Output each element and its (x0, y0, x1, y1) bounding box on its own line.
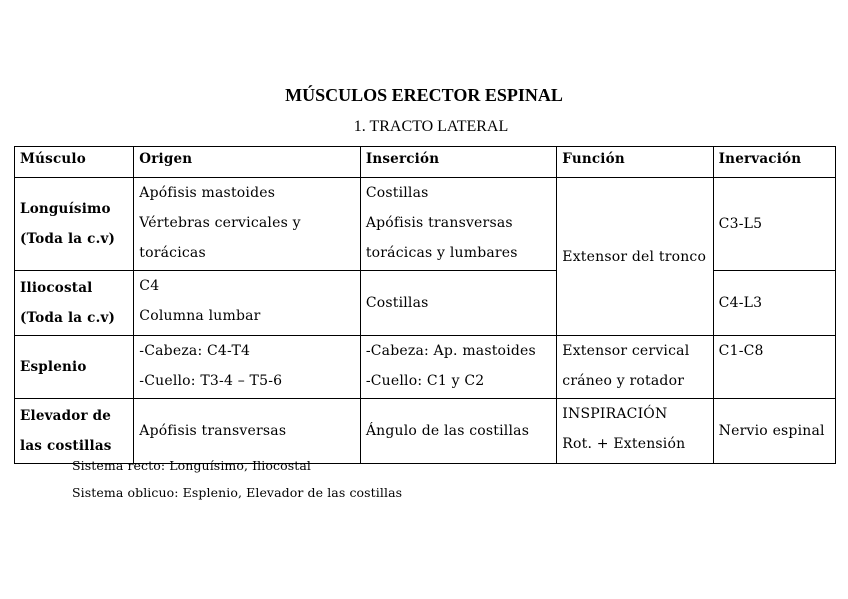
table-header-row (15, 147, 836, 178)
table-row-longuisimo (15, 178, 836, 271)
funcion-line: Extensor cervical (562, 343, 690, 359)
cell-inervacion: C1-C8 (713, 336, 835, 399)
insercion-line: -Cuello: C1 y C2 (365, 373, 485, 389)
musculo-name: Iliocostal (20, 280, 93, 296)
table-row-iliocostal (15, 271, 836, 336)
cell-inervacion: C4-L3 (713, 271, 835, 336)
table-row-elevador (15, 399, 836, 464)
musculo-note: (Toda la c.v) (20, 231, 116, 247)
musculo-note: (Toda la c.v) (20, 310, 116, 326)
musculo-name: las costillas (20, 438, 112, 454)
musculo-name: Elevador de (20, 408, 112, 424)
cell-insercion: Costillas (360, 271, 556, 336)
origen-line: Columna lumbar (139, 308, 261, 324)
origen-line: torácicas (139, 245, 206, 261)
cell-insercion: Ángulo de las costillas (360, 399, 556, 464)
insercion-line: Costillas (365, 185, 429, 201)
cell-inervacion: C3-L5 (713, 178, 835, 271)
document-title: MÚSCULOS ERECTOR ESPINAL (285, 85, 563, 105)
header-musculo: Músculo (15, 147, 134, 178)
cell-musculo: Esplenio (15, 336, 134, 399)
insercion-line: Apófisis transversas (365, 215, 513, 231)
funcion-line: cráneo y rotador (562, 373, 685, 389)
cell-funcion (557, 336, 713, 399)
section-subtitle: 1. TRACTO LATERAL (353, 118, 509, 135)
header-inervacion: Inervación (713, 147, 835, 178)
cell-musculo (15, 399, 134, 464)
cell-insercion (360, 178, 556, 271)
cell-musculo (15, 178, 134, 271)
cell-insercion (360, 336, 556, 399)
insercion-line: torácicas y lumbares (365, 245, 518, 261)
origen-line: C4 (139, 278, 160, 294)
funcion-line: Rot. + Extensión (562, 436, 686, 452)
header-insercion: Inserción (360, 147, 556, 178)
origen-line: -Cuello: T3-4 – T5-6 (139, 373, 283, 389)
cell-musculo (15, 271, 134, 336)
cell-origen: Apófisis transversas (134, 399, 361, 464)
header-funcion: Función (557, 147, 713, 178)
funcion-line: INSPIRACIÓN (562, 406, 668, 422)
origen-line: -Cabeza: C4-T4 (139, 343, 251, 359)
cell-inervacion: Nervio espinal (713, 399, 835, 464)
note-sistema-recto: Sistema recto: Longuísimo, Iliocostal (72, 458, 312, 473)
cell-origen (134, 336, 361, 399)
origen-line: Vértebras cervicales y (139, 215, 301, 231)
muscle-table (14, 146, 836, 464)
cell-funcion (557, 399, 713, 464)
origen-line: Apófisis mastoides (139, 185, 276, 201)
note-sistema-oblicuo: Sistema oblicuo: Esplenio, Elevador de las costillas (72, 485, 403, 500)
table-row-esplenio (15, 336, 836, 399)
musculo-name: Longuísimo (20, 201, 111, 217)
cell-funcion-shared: Extensor del tronco (557, 178, 713, 336)
cell-origen (134, 271, 361, 336)
cell-origen (134, 178, 361, 271)
header-origen: Origen (134, 147, 361, 178)
insercion-line: -Cabeza: Ap. mastoides (365, 343, 536, 359)
